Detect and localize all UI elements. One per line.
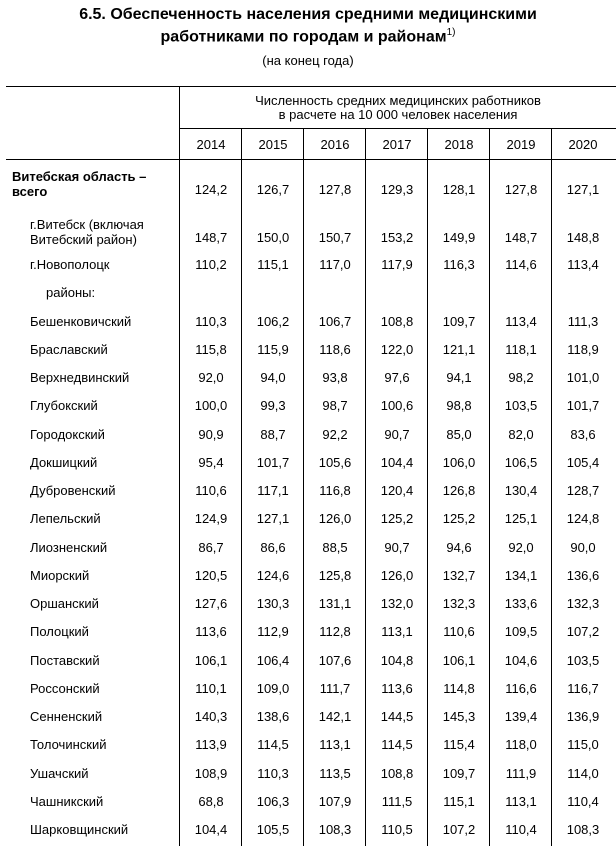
table-cell: 114,8: [443, 681, 475, 696]
title-line-2-text: работниками по городам и районам: [160, 28, 447, 46]
table-cell: 113,9: [195, 737, 227, 752]
table-cell: 153,2: [380, 230, 414, 245]
table-cell: 115,1: [443, 794, 475, 809]
row-label: Шарковщинский: [30, 822, 129, 837]
table-cell: 139,4: [504, 709, 538, 724]
table-cell: 132,0: [380, 596, 414, 611]
table-cell: 150,7: [318, 230, 352, 245]
table-cell: 125,2: [380, 511, 414, 526]
table-cell: 100,6: [380, 398, 414, 413]
subtitle: (на конец года): [262, 53, 354, 68]
table-cell: 106,5: [504, 455, 538, 470]
row-label: Дубровенский: [30, 483, 116, 498]
table-cell: 92,0: [198, 370, 224, 385]
table-cell: 94,6: [446, 540, 472, 555]
table-cell: 133,6: [504, 596, 538, 611]
table-cell: 130,3: [256, 596, 290, 611]
table-cell: 85,0: [446, 427, 472, 442]
table-cell: 83,6: [570, 427, 596, 442]
row-label: [12, 169, 180, 199]
row-label-line-2: всего: [12, 184, 48, 199]
table-cell: 109,7: [442, 766, 476, 781]
year-header: 2019: [506, 137, 536, 152]
table-cell: 130,4: [504, 483, 538, 498]
table-cell: 108,8: [380, 314, 414, 329]
row-label: Полоцкий: [30, 624, 89, 639]
table-cell: 95,4: [198, 455, 224, 470]
title-line-1: 6.5. Обеспеченность населения средними медицинскими: [79, 6, 537, 23]
table-cell: 115,4: [443, 737, 475, 752]
table-cell: 111,5: [381, 794, 413, 809]
table-cell: 117,9: [381, 257, 413, 272]
table-cell: 113,6: [381, 681, 413, 696]
table-cell: 136,9: [566, 709, 600, 724]
table-cell: 148,7: [194, 230, 228, 245]
row-label: г.Новополоцк: [30, 257, 110, 272]
row-label: Ушачский: [30, 766, 89, 781]
table-cell: 68,8: [198, 794, 224, 809]
table-cell: 107,2: [442, 822, 476, 837]
table-cell: 103,5: [566, 653, 600, 668]
table-title: [0, 6, 616, 46]
table-cell: 106,0: [442, 455, 476, 470]
table-cell: 125,1: [504, 511, 538, 526]
row-label-line-1: г.Витебск (включая: [30, 217, 144, 232]
table-cell: 101,7: [566, 398, 600, 413]
table-cell: 114,6: [505, 257, 537, 272]
table-cell: 98,7: [322, 398, 348, 413]
table-cell: 90,7: [384, 540, 410, 555]
year-header: 2016: [320, 137, 350, 152]
table-cell: 113,1: [381, 624, 413, 639]
table-cell: 88,7: [260, 427, 286, 442]
row-label: Докшицкий: [30, 455, 98, 470]
column-group-header-line-2: в расчете на 10 000 человек населения: [278, 107, 518, 122]
table-cell: 128,7: [566, 483, 600, 498]
table-cell: 108,9: [194, 766, 228, 781]
table-cell: 112,9: [257, 624, 289, 639]
title-footnote: 1): [446, 27, 456, 38]
table-cell: 110,4: [505, 822, 537, 837]
table-cell: 110,1: [195, 681, 227, 696]
table-cell: 107,9: [318, 794, 352, 809]
table-cell: 82,0: [508, 427, 534, 442]
table-cell: 118,9: [567, 342, 599, 357]
table-cell: 129,3: [380, 182, 414, 197]
table-cell: 106,1: [442, 653, 476, 668]
table-cell: 113,5: [319, 766, 351, 781]
table-cell: 106,1: [194, 653, 228, 668]
table-cell: 98,8: [446, 398, 472, 413]
year-header: 2015: [258, 137, 288, 152]
row-label: Россонский: [30, 681, 100, 696]
table-cell: 106,7: [318, 314, 352, 329]
table-cell: 107,2: [566, 624, 600, 639]
table-cell: 127,8: [318, 182, 352, 197]
table-cell: 114,5: [257, 737, 289, 752]
year-header: 2018: [444, 137, 474, 152]
table-cell: 105,4: [566, 455, 600, 470]
table-cell: 127,1: [566, 182, 600, 197]
table-cell: 125,2: [442, 511, 476, 526]
row-label: Бешенковичский: [30, 314, 132, 329]
table-cell: 116,6: [505, 681, 537, 696]
table-cell: 111,3: [567, 314, 599, 329]
table-cell: 120,5: [194, 568, 228, 583]
table-cell: 106,2: [256, 314, 290, 329]
table-cell: 127,1: [256, 511, 290, 526]
table-cell: 120,4: [380, 483, 414, 498]
table-cell: 100,0: [194, 398, 228, 413]
table-cell: 124,6: [256, 568, 290, 583]
table-cell: 94,1: [446, 370, 472, 385]
table-cell: 148,8: [566, 230, 600, 245]
table-cell: 106,4: [256, 653, 290, 668]
table-cell: 93,8: [322, 370, 348, 385]
table-cell: 124,2: [194, 182, 228, 197]
row-label: Миорский: [30, 568, 90, 583]
table-cell: 126,0: [380, 568, 414, 583]
table-cell: 132,3: [442, 596, 476, 611]
table-cell: 134,1: [504, 568, 538, 583]
table-cell: 127,6: [194, 596, 228, 611]
table-cell: 142,1: [318, 709, 352, 724]
table-cell: 110,5: [381, 822, 413, 837]
header-bottom-border: [6, 159, 616, 160]
table-cell: 104,4: [380, 455, 414, 470]
row-label: Верхнедвинский: [30, 370, 130, 385]
table-cell: 94,0: [260, 370, 286, 385]
table-cell: 97,6: [384, 370, 410, 385]
row-label: Оршанский: [30, 596, 99, 611]
table-cell: 118,6: [319, 342, 351, 357]
table-cell: 110,3: [195, 314, 227, 329]
table-cell: 116,8: [319, 483, 351, 498]
table-cell: 111,7: [319, 681, 351, 696]
table-cell: 108,8: [380, 766, 414, 781]
table-cell: 149,9: [442, 230, 476, 245]
table-cell: 109,7: [442, 314, 476, 329]
table-cell: 124,8: [566, 511, 600, 526]
row-label: Лепельский: [30, 511, 101, 526]
table-cell: 108,3: [566, 822, 600, 837]
table-cell: 115,9: [257, 342, 289, 357]
table-cell: 116,3: [443, 257, 475, 272]
table-cell: 104,6: [504, 653, 538, 668]
table-cell: 101,7: [256, 455, 290, 470]
table-cell: 114,5: [381, 737, 413, 752]
row-label: Чашникский: [30, 794, 104, 809]
table-cell: 105,5: [256, 822, 290, 837]
table-cell: 118,0: [505, 737, 537, 752]
table-cell: 124,9: [194, 511, 228, 526]
title-line-2: [0, 24, 616, 46]
table-cell: 132,7: [442, 568, 476, 583]
table-cell: 90,7: [384, 427, 410, 442]
table-cell: 136,6: [566, 568, 600, 583]
table-cell: 145,3: [442, 709, 476, 724]
table-cell: 113,1: [319, 737, 351, 752]
table-cell: 115,1: [257, 257, 289, 272]
table-cell: 104,4: [194, 822, 228, 837]
table-cell: 111,9: [505, 766, 537, 781]
table-cell: 126,0: [318, 511, 352, 526]
table-cell: 127,8: [504, 182, 538, 197]
row-label: Браславский: [30, 342, 108, 357]
table-cell: 103,5: [504, 398, 538, 413]
table-cell: 115,0: [567, 737, 599, 752]
table-cell: 86,6: [260, 540, 286, 555]
table-cell: 132,3: [566, 596, 600, 611]
table-cell: 86,7: [198, 540, 224, 555]
year-header: 2020: [568, 137, 598, 152]
table-cell: 115,8: [195, 342, 227, 357]
table-cell: 106,3: [256, 794, 290, 809]
table-cell: 138,6: [256, 709, 290, 724]
table-cell: 92,2: [322, 427, 348, 442]
row-label: Сенненский: [30, 709, 103, 724]
table-cell: 140,3: [194, 709, 228, 724]
table-cell: 112,8: [319, 624, 351, 639]
table-cell: 121,1: [442, 342, 476, 357]
table-cell: 118,1: [505, 342, 537, 357]
table-cell: 131,1: [318, 596, 352, 611]
table-cell: 109,5: [504, 624, 538, 639]
table-cell: 113,4: [567, 257, 599, 272]
column-group-header: [180, 94, 616, 122]
table-cell: 128,1: [442, 182, 476, 197]
table-cell: 122,0: [380, 342, 414, 357]
table-cell: 109,0: [256, 681, 290, 696]
table-cell: 110,3: [257, 766, 289, 781]
row-label: [30, 217, 198, 247]
row-label: Поставский: [30, 653, 100, 668]
table-cell: 104,8: [380, 653, 414, 668]
row-label: Лиозненский: [30, 540, 108, 555]
table-cell: 105,6: [318, 455, 352, 470]
table-cell: 125,8: [318, 568, 352, 583]
table-cell: 110,2: [195, 257, 227, 272]
table-cell: 150,0: [256, 230, 290, 245]
table-cell: 88,5: [322, 540, 348, 555]
table-cell: 144,5: [380, 709, 414, 724]
table-cell: 117,0: [319, 257, 351, 272]
row-label: Городокский: [30, 427, 105, 442]
table-cell: 113,1: [505, 794, 537, 809]
table-cell: 101,0: [566, 370, 600, 385]
year-header: 2017: [382, 137, 412, 152]
column-group-header-line-1: Численность средних медицинских работников: [255, 93, 541, 108]
table-cell: 148,7: [504, 230, 538, 245]
row-label-line-2: Витебский район): [30, 232, 137, 247]
table-cell: 98,2: [508, 370, 534, 385]
table-cell: 92,0: [508, 540, 534, 555]
row-label: Глубокский: [30, 398, 98, 413]
table-cell: 99,3: [260, 398, 286, 413]
table-cell: 107,6: [318, 653, 352, 668]
table-cell: 110,6: [443, 624, 475, 639]
table-cell: 126,8: [442, 483, 476, 498]
table-cell: 113,6: [195, 624, 227, 639]
row-label: районы:: [46, 285, 96, 300]
row-label-line-1: Витебская область –: [12, 169, 147, 184]
table-cell: 113,4: [505, 314, 537, 329]
table-cell: 116,7: [567, 681, 599, 696]
table-cell: 126,7: [256, 182, 290, 197]
table-cell: 108,3: [318, 822, 352, 837]
year-header: 2014: [196, 137, 226, 152]
row-label: Толочинский: [30, 737, 107, 752]
table-cell: 90,0: [570, 540, 596, 555]
table-cell: 110,4: [567, 794, 599, 809]
table-cell: 110,6: [195, 483, 227, 498]
table-top-border: [6, 86, 616, 87]
table-cell: 114,0: [567, 766, 599, 781]
table-cell: 90,9: [198, 427, 224, 442]
table-cell: 117,1: [257, 483, 289, 498]
